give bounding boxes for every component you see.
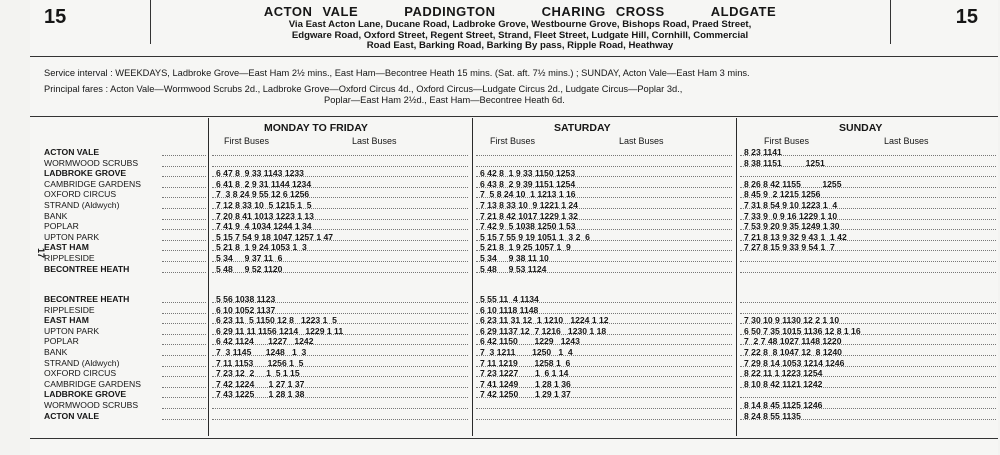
dot-leader xyxy=(162,250,206,251)
dot-leader xyxy=(476,344,732,345)
time-cell-mf: 6 29 11 11 1156 1214 1229 1 11 xyxy=(216,325,344,336)
dot-leader xyxy=(212,197,468,198)
dot-leader xyxy=(162,323,206,324)
dot-leader xyxy=(476,166,732,167)
dot-leader xyxy=(212,419,468,420)
route-number-right: 15 xyxy=(955,6,978,28)
dot-leader xyxy=(162,344,206,345)
terminal-2: PADDINGTON xyxy=(404,4,496,19)
time-cell-mf: 7 43 1225 1 28 1 38 xyxy=(216,389,305,400)
dot-leader xyxy=(162,419,206,420)
dot-leader xyxy=(476,376,732,377)
stop-name: CAMBRIDGE GARDENS xyxy=(44,378,141,389)
time-cell-sat: 5 15 7 55 9 19 1051 1 3 2 6 xyxy=(480,231,590,242)
period-title-sun: SUNDAY xyxy=(839,122,883,134)
dot-leader xyxy=(162,272,206,273)
dot-leader xyxy=(476,323,732,324)
dot-leader xyxy=(740,261,996,262)
dot-leader xyxy=(162,397,206,398)
stop-name: WORMWOOD SCRUBS xyxy=(44,400,139,410)
dot-leader xyxy=(162,261,206,262)
dot-leader xyxy=(212,208,468,209)
dot-leader xyxy=(212,355,468,356)
time-cell-sun: 8 24 8 55 1135 xyxy=(744,410,801,421)
time-cell-sat: 6 10 1118 1148 xyxy=(480,304,539,315)
stop-name: POPLAR xyxy=(44,336,79,347)
time-cell-sat: 7 42 9 5 1038 1250 1 53 xyxy=(480,221,576,232)
time-cell-sun: 8 38 1151 1251 xyxy=(744,157,825,168)
dot-leader xyxy=(212,302,468,303)
dot-leader xyxy=(740,302,996,303)
terminal-4: ALDGATE xyxy=(710,4,777,19)
dot-leader xyxy=(476,408,732,409)
dot-leader xyxy=(740,229,996,230)
stop-name: ACTON VALE xyxy=(44,147,100,157)
dot-leader xyxy=(212,155,468,156)
dot-leader xyxy=(476,155,732,156)
time-cell-mf: 7 12 8 33 10 5 1215 1 5 xyxy=(216,200,312,210)
stop-name: EAST HAM xyxy=(44,242,89,253)
dot-leader xyxy=(212,166,468,167)
dot-leader xyxy=(740,240,996,241)
time-cell-sun: 8 22 11 1 1223 1254 xyxy=(744,368,823,379)
side-page-number: 17 xyxy=(36,247,47,259)
time-cell-sat: 7 21 8 42 1017 1229 1 32 xyxy=(480,210,578,221)
time-cell-mf: 5 21 8 1 9 24 1053 1 3 xyxy=(216,242,307,253)
dot-leader xyxy=(162,313,206,314)
dot-leader xyxy=(212,366,468,367)
via-line: Via East Acton Lane, Ducane Road, Ladbroke Grove, Westbourne Grove, Bishops Road, Praed Street, xyxy=(288,19,752,30)
stop-name: LADBROKE GROVE xyxy=(44,389,127,400)
stop-name: WORMWOOD SCRUBS xyxy=(44,157,139,168)
dot-leader xyxy=(740,344,996,345)
dot-leader xyxy=(476,302,732,303)
time-cell-mf: 7 42 1224 1 27 1 37 xyxy=(216,378,305,389)
dot-leader xyxy=(162,187,206,188)
time-cell-sun: 7 29 8 14 1053 1214 1246 xyxy=(744,357,845,368)
dot-leader xyxy=(212,344,468,345)
dot-leader xyxy=(162,229,206,230)
dot-leader xyxy=(212,323,468,324)
dot-leader xyxy=(162,302,206,303)
dot-leader xyxy=(476,176,732,177)
period-title-sat: SATURDAY xyxy=(554,122,611,134)
header-divider-right xyxy=(890,0,891,44)
dot-leader xyxy=(476,197,732,198)
dot-leader xyxy=(476,366,732,367)
time-cell-sun: 7 2 7 48 1027 1148 1220 xyxy=(744,336,842,347)
time-cell-sat: 6 29 1137 12 7 1216 1230 1 18 xyxy=(480,325,607,336)
dot-leader xyxy=(740,334,996,335)
dot-leader xyxy=(476,250,732,251)
dot-leader xyxy=(740,408,996,409)
dot-leader xyxy=(740,397,996,398)
time-cell-sun: 7 31 8 54 9 10 1223 1 4 xyxy=(744,200,838,210)
timetable-page xyxy=(30,0,998,455)
time-cell-sat: 5 55 11 4 1134 xyxy=(480,294,539,304)
time-cell-sat: 7 23 1227 1 6 1 14 xyxy=(480,368,569,379)
dot-leader xyxy=(212,408,468,409)
time-cell-sat: 7 3 1211 1250 1 4 xyxy=(480,347,573,357)
time-cell-sat: 6 42 8 1 9 33 1150 1253 xyxy=(480,168,576,179)
dot-leader xyxy=(476,240,732,241)
dot-leader xyxy=(162,197,206,198)
first-buses-sat: First Buses xyxy=(490,136,536,146)
dot-leader xyxy=(212,240,468,241)
time-cell-sun: 8 26 8 42 1155 1255 xyxy=(744,178,842,189)
table-top-rule xyxy=(30,116,998,117)
time-cell-sun: 7 22 8 8 1047 12 8 1240 xyxy=(744,347,842,357)
stop-name: ACTON VALE xyxy=(44,410,100,421)
route-number-left: 15 xyxy=(44,6,67,28)
stop-name: BANK xyxy=(44,347,68,357)
time-cell-mf: 5 15 7 54 9 18 1047 1257 1 47 xyxy=(216,231,334,242)
last-buses-mf: Last Buses xyxy=(352,136,397,146)
time-cell-sun: 8 23 1141 xyxy=(744,147,782,157)
time-cell-sat: 6 43 8 2 9 39 1151 1254 xyxy=(480,178,576,189)
dot-leader xyxy=(212,272,468,273)
time-cell-mf: 6 23 11 5 1150 12 8 1223 1 5 xyxy=(216,315,337,326)
time-cell-sat: 7 5 8 24 10 1 1213 1 16 xyxy=(480,189,576,200)
dot-leader xyxy=(740,366,996,367)
stop-name: CAMBRIDGE GARDENS xyxy=(44,178,141,189)
timetable-grid xyxy=(44,118,988,436)
dot-leader xyxy=(740,323,996,324)
dot-leader xyxy=(740,155,996,156)
time-cell-sun: 7 27 8 15 9 33 9 54 1 7 xyxy=(744,242,835,253)
dot-leader xyxy=(162,208,206,209)
dot-leader xyxy=(162,334,206,335)
time-cell-mf: 6 42 1124 1227 1242 xyxy=(216,336,314,347)
time-cell-mf: 5 48 9 52 1120 xyxy=(216,263,283,274)
time-cell-sat: 7 41 1249 1 28 1 36 xyxy=(480,378,571,389)
dot-leader xyxy=(212,219,468,220)
dot-leader xyxy=(476,272,732,273)
fares-line: Principal fares : Acton Vale—Wormwood Scrubs 2d., Ladbroke Grove—Oxford Circus 4d., Oxford Circus—Ludgate Circus 2d., Ludgate Circus—Poplar 3d., xyxy=(44,84,683,94)
dot-leader xyxy=(476,229,732,230)
stop-name: RIPPLESIDE xyxy=(44,304,95,315)
terminal-3: CHARING CROSS xyxy=(541,4,665,19)
time-cell-sun: 8 45 9 2 1215 1256 xyxy=(744,189,821,200)
time-cell-mf: 5 56 1038 1123 xyxy=(216,294,276,304)
dot-leader xyxy=(162,408,206,409)
dot-leader xyxy=(212,387,468,388)
dot-leader xyxy=(476,187,732,188)
dot-leader xyxy=(162,376,206,377)
stop-name: RIPPLESIDE xyxy=(44,253,95,263)
time-cell-sat: 7 42 1250 1 29 1 37 xyxy=(480,389,571,400)
stop-name: OXFORD CIRCUS xyxy=(44,368,117,379)
dot-leader xyxy=(212,176,468,177)
stop-name: OXFORD CIRCUS xyxy=(44,189,117,200)
time-cell-sat: 6 42 1150 1229 1243 xyxy=(480,336,580,347)
stop-name: BECONTREE HEATH xyxy=(44,263,130,274)
dot-leader xyxy=(212,229,468,230)
last-buses-sat: Last Buses xyxy=(619,136,664,146)
dot-leader xyxy=(476,419,732,420)
dot-leader xyxy=(740,197,996,198)
time-cell-sun: 7 21 8 13 9 32 9 43 1 1 42 xyxy=(744,231,847,242)
dot-leader xyxy=(212,187,468,188)
dot-leader xyxy=(212,376,468,377)
dot-leader xyxy=(740,419,996,420)
dot-leader xyxy=(212,261,468,262)
route-terminals xyxy=(170,4,870,19)
time-cell-sun: 8 14 8 45 1125 1246 xyxy=(744,400,823,410)
column-divider xyxy=(208,118,209,436)
time-cell-sun: 7 30 10 9 1130 12 2 1 10 xyxy=(744,315,840,326)
time-cell-sat: 6 23 11 31 12 1 1210 1224 1 12 xyxy=(480,315,609,326)
time-cell-mf: 6 47 8 9 33 1143 1233 xyxy=(216,168,304,179)
dot-leader xyxy=(476,313,732,314)
time-cell-sun: 7 53 9 20 9 35 1249 1 30 xyxy=(744,221,840,232)
dot-leader xyxy=(476,334,732,335)
dot-leader xyxy=(476,387,732,388)
column-divider xyxy=(472,118,473,436)
dot-leader xyxy=(162,387,206,388)
dot-leader xyxy=(162,219,206,220)
dot-leader xyxy=(740,187,996,188)
dot-leader xyxy=(740,166,996,167)
table-bottom-rule xyxy=(30,438,998,439)
time-cell-mf: 7 41 9 4 1034 1244 1 34 xyxy=(216,221,312,232)
time-cell-sun: 6 50 7 35 1015 1136 12 8 1 16 xyxy=(744,325,861,336)
time-cell-mf: 7 3 8 24 9 55 12 6 1256 xyxy=(216,189,310,200)
stop-name: POPLAR xyxy=(44,221,79,232)
header-rule xyxy=(30,56,998,57)
stop-name: BANK xyxy=(44,210,68,221)
dot-leader xyxy=(740,387,996,388)
time-cell-mf: 7 3 1145 1248 1 3 xyxy=(216,347,307,357)
time-cell-sat: 5 48 9 53 1124 xyxy=(480,263,547,274)
dot-leader xyxy=(476,397,732,398)
dot-leader xyxy=(476,219,732,220)
dot-leader xyxy=(476,261,732,262)
last-buses-sun: Last Buses xyxy=(884,136,929,146)
via-line: Edgware Road, Oxford Street, Regent Street, Strand, Fleet Street, Ludgate Hill, Cornhill, Commercial xyxy=(291,29,749,41)
fares-line: Poplar—East Ham 2½d., East Ham—Becontree Heath 6d. xyxy=(324,95,565,105)
dot-leader xyxy=(740,355,996,356)
time-cell-sat: 7 13 8 33 10 9 1221 1 24 xyxy=(480,200,578,210)
dot-leader xyxy=(162,240,206,241)
stop-name: UPTON PARK xyxy=(44,325,100,336)
time-cell-sun: 8 10 8 42 1121 1242 xyxy=(744,378,823,389)
dot-leader xyxy=(476,208,732,209)
dot-leader xyxy=(162,355,206,356)
time-cell-sun: 7 33 9 0 9 16 1229 1 10 xyxy=(744,210,838,221)
time-cell-sat: 5 21 8 1 9 25 1057 1 9 xyxy=(480,242,571,253)
dot-leader xyxy=(740,219,996,220)
dot-leader xyxy=(162,176,206,177)
time-cell-mf: 6 10 1052 1137 xyxy=(216,304,276,315)
stop-name: EAST HAM xyxy=(44,315,89,326)
time-cell-mf: 7 11 1153 1256 1 5 xyxy=(216,357,304,368)
dot-leader xyxy=(162,155,206,156)
first-buses-sun: First Buses xyxy=(764,136,810,146)
dot-leader xyxy=(740,376,996,377)
dot-leader xyxy=(212,313,468,314)
stop-name: UPTON PARK xyxy=(44,231,100,242)
stop-name: STRAND (Aldwych) xyxy=(44,357,120,368)
terminal-1: ACTON VALE xyxy=(263,4,359,19)
dot-leader xyxy=(162,366,206,367)
dot-leader xyxy=(212,250,468,251)
dot-leader xyxy=(740,272,996,273)
time-cell-sat: 5 34 9 38 11 10 xyxy=(480,253,549,263)
time-cell-mf: 7 20 8 41 1013 1223 1 13 xyxy=(216,210,314,221)
time-cell-mf: 7 23 12 2 1 5 1 15 xyxy=(216,368,300,379)
first-buses-mf: First Buses xyxy=(224,136,270,146)
via-line: Road East, Barking Road, Barking By pass, Ripple Road, Heathway xyxy=(366,40,674,52)
dot-leader xyxy=(212,334,468,335)
dot-leader xyxy=(740,176,996,177)
time-cell-mf: 6 41 8 2 9 31 1144 1234 xyxy=(216,178,312,189)
dot-leader xyxy=(212,397,468,398)
stop-name: STRAND (Aldwych) xyxy=(44,200,120,210)
stop-name: BECONTREE HEATH xyxy=(44,294,130,304)
route-via xyxy=(150,20,890,52)
service-interval: Service interval : WEEKDAYS, Ladbroke Grove—East Ham 2½ mins., East Ham—Becontree Heath 15 mins. (Sat. aft. 7½ mins.) ; SUNDAY, Acton Vale—East Ham 3 mins. xyxy=(44,68,750,78)
column-divider xyxy=(736,118,737,436)
dot-leader xyxy=(740,208,996,209)
period-title-mf: MONDAY TO FRIDAY xyxy=(264,122,368,134)
dot-leader xyxy=(740,313,996,314)
dot-leader xyxy=(740,250,996,251)
dot-leader xyxy=(476,355,732,356)
dot-leader xyxy=(162,166,206,167)
stop-name: LADBROKE GROVE xyxy=(44,168,127,179)
time-cell-mf: 5 34 9 37 11 6 xyxy=(216,253,283,263)
time-cell-sat: 7 11 1219 1258 1 6 xyxy=(480,357,571,368)
principal-fares xyxy=(44,84,984,106)
